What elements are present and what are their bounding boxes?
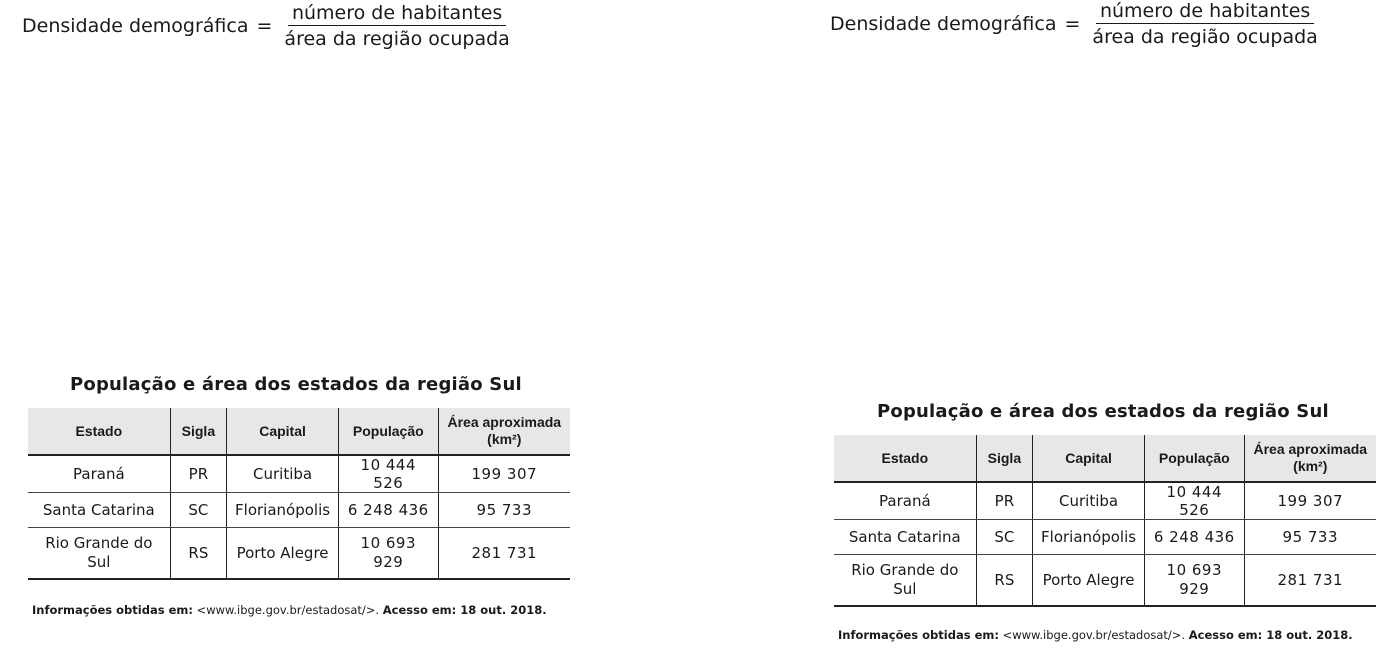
header-area <box>438 408 570 455</box>
cell-capital: Porto Alegre <box>1033 555 1145 607</box>
table-header-row <box>834 435 1376 482</box>
header-estado: Estado <box>834 435 976 482</box>
cell-estado: Paraná <box>834 482 976 520</box>
formula-numerator: número de habitantes <box>288 2 506 26</box>
source-url: <www.ibge.gov.br/estadosat/>. <box>196 603 380 617</box>
formula-fraction <box>280 2 513 50</box>
table-row <box>834 520 1376 555</box>
cell-sigla: RS <box>170 528 226 580</box>
header-capital: Capital <box>227 408 339 455</box>
formula-lhs: Densidade demográfica <box>830 13 1057 35</box>
cell-populacao: 10 693 929 <box>1145 555 1245 607</box>
cell-capital: Porto Alegre <box>227 528 339 580</box>
header-area-unit: (km²) <box>1293 458 1328 474</box>
cell-capital: Curitiba <box>1033 482 1145 520</box>
header-populacao: População <box>339 408 439 455</box>
cell-estado: Paraná <box>28 455 170 493</box>
cell-populacao: 10 444 526 <box>1145 482 1245 520</box>
density-formula <box>830 0 1322 48</box>
cell-populacao: 6 248 436 <box>339 493 439 528</box>
cell-estado: Rio Grande do Sul <box>834 555 976 607</box>
formula-denominator: área da região ocupada <box>284 28 510 50</box>
cell-estado: Rio Grande do Sul <box>28 528 170 580</box>
source-url: <www.ibge.gov.br/estadosat/>. <box>1002 628 1186 642</box>
cell-area: 199 307 <box>1244 482 1376 520</box>
cell-area: 281 731 <box>1244 555 1376 607</box>
source-prefix: Informações obtidas em: <box>32 603 193 617</box>
formula-numerator: número de habitantes <box>1096 0 1314 24</box>
table-header-row <box>28 408 570 455</box>
formula-lhs: Densidade demográfica <box>22 15 249 37</box>
cell-estado: Santa Catarina <box>28 493 170 528</box>
header-estado: Estado <box>28 408 170 455</box>
formula-equals: = <box>1064 13 1081 35</box>
source-note <box>32 603 547 617</box>
cell-area: 281 731 <box>438 528 570 580</box>
header-populacao: População <box>1145 435 1245 482</box>
table-row <box>834 555 1376 607</box>
density-formula <box>22 2 514 50</box>
source-access: Acesso em: 18 out. 2018. <box>1188 628 1353 642</box>
cell-populacao: 10 693 929 <box>339 528 439 580</box>
cell-populacao: 6 248 436 <box>1145 520 1245 555</box>
formula-equals: = <box>256 15 273 37</box>
states-table <box>28 408 570 580</box>
table-row <box>834 482 1376 520</box>
cell-sigla: PR <box>976 482 1032 520</box>
cell-sigla: SC <box>976 520 1032 555</box>
source-access: Acesso em: 18 out. 2018. <box>382 603 547 617</box>
cell-populacao: 10 444 526 <box>339 455 439 493</box>
cell-area: 95 733 <box>438 493 570 528</box>
cell-area: 199 307 <box>438 455 570 493</box>
source-note <box>838 628 1353 642</box>
formula-fraction <box>1088 0 1321 48</box>
table-title: População e área dos estados da região Sul <box>70 374 522 395</box>
cell-sigla: PR <box>170 455 226 493</box>
cell-estado: Santa Catarina <box>834 520 976 555</box>
header-sigla: Sigla <box>170 408 226 455</box>
table-row <box>28 528 570 580</box>
header-area-label: Área aproximada <box>447 414 562 430</box>
cell-sigla: SC <box>170 493 226 528</box>
right-panel <box>700 0 1399 651</box>
formula-denominator: área da região ocupada <box>1092 26 1318 48</box>
header-area-unit: (km²) <box>487 431 522 447</box>
cell-capital: Florianópolis <box>1033 520 1145 555</box>
table-row <box>28 493 570 528</box>
header-sigla: Sigla <box>976 435 1032 482</box>
cell-area: 95 733 <box>1244 520 1376 555</box>
header-area-label: Área aproximada <box>1253 441 1368 457</box>
cell-sigla: RS <box>976 555 1032 607</box>
cell-capital: Curitiba <box>227 455 339 493</box>
header-area <box>1244 435 1376 482</box>
header-capital: Capital <box>1033 435 1145 482</box>
cell-capital: Florianópolis <box>227 493 339 528</box>
table-title: População e área dos estados da região Sul <box>877 401 1329 422</box>
source-prefix: Informações obtidas em: <box>838 628 999 642</box>
states-table <box>834 435 1376 607</box>
table-row <box>28 455 570 493</box>
